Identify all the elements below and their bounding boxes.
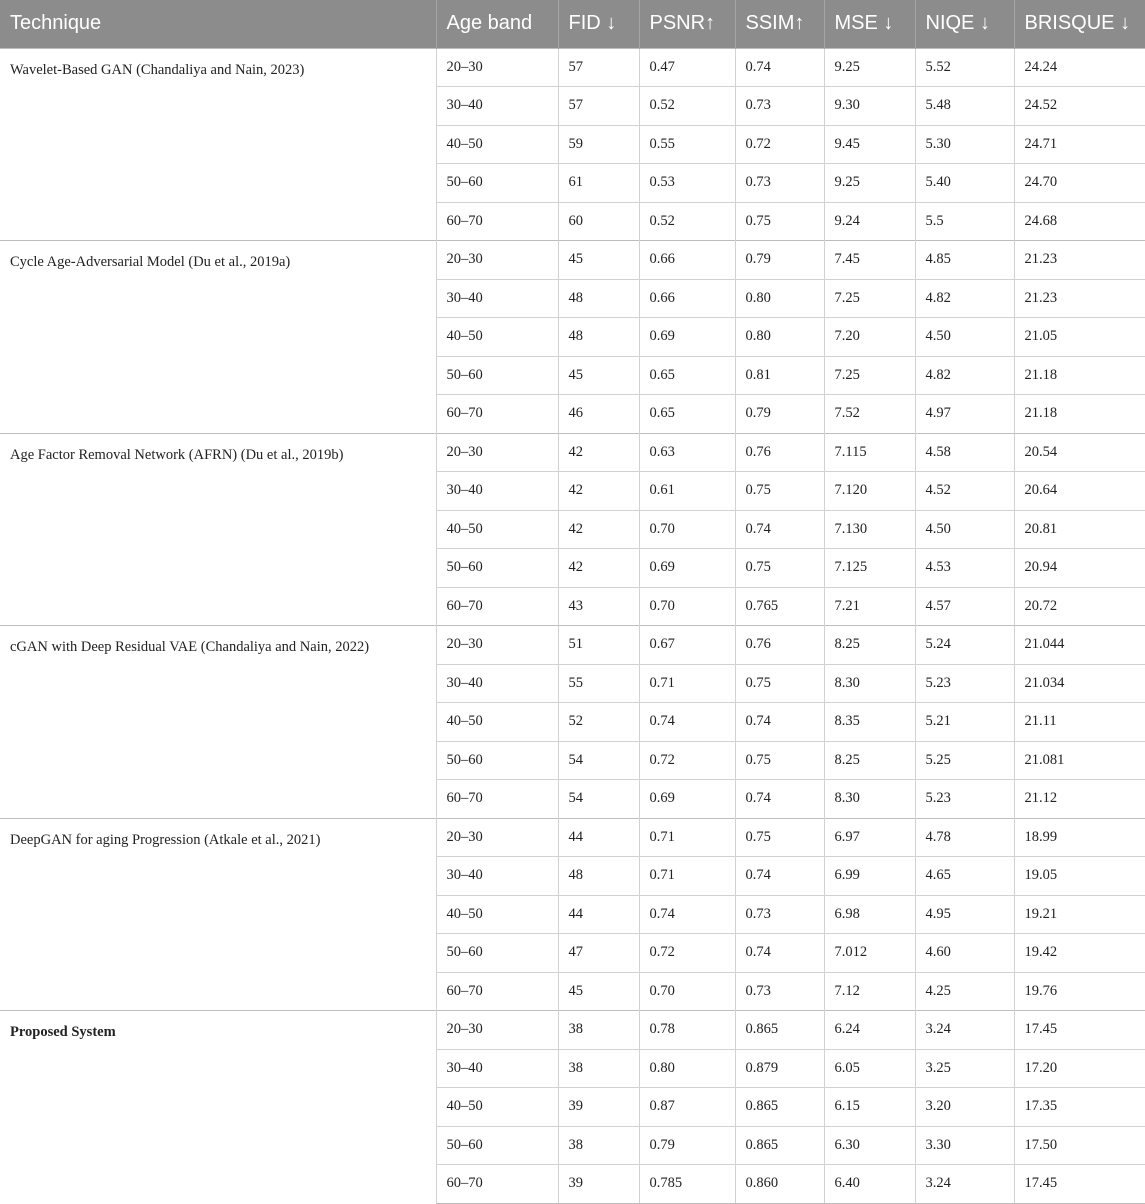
mse-cell: 8.25 xyxy=(824,626,915,665)
ssim-cell: 0.73 xyxy=(735,972,824,1011)
age-band-cell: 40–50 xyxy=(436,318,558,357)
fid-cell: 38 xyxy=(558,1126,639,1165)
mse-cell: 6.40 xyxy=(824,1165,915,1204)
niqe-cell: 4.50 xyxy=(915,510,1014,549)
psnr-cell: 0.65 xyxy=(639,395,735,434)
age-band-cell: 40–50 xyxy=(436,1088,558,1127)
niqe-cell: 5.40 xyxy=(915,164,1014,203)
age-band-cell: 60–70 xyxy=(436,395,558,434)
niqe-cell: 5.5 xyxy=(915,202,1014,241)
psnr-cell: 0.71 xyxy=(639,857,735,896)
mse-cell: 6.15 xyxy=(824,1088,915,1127)
psnr-cell: 0.72 xyxy=(639,741,735,780)
mse-cell: 9.25 xyxy=(824,164,915,203)
niqe-cell: 4.25 xyxy=(915,972,1014,1011)
header-ssim: SSIM↑ xyxy=(735,0,824,48)
psnr-cell: 0.71 xyxy=(639,818,735,857)
mse-cell: 8.25 xyxy=(824,741,915,780)
psnr-cell: 0.69 xyxy=(639,549,735,588)
technique-cell: cGAN with Deep Residual VAE (Chandaliya and Nain, 2022) xyxy=(0,626,436,819)
header-row xyxy=(0,0,1145,48)
technique-cell: Proposed System xyxy=(0,1011,436,1204)
ssim-cell: 0.72 xyxy=(735,125,824,164)
age-band-cell: 60–70 xyxy=(436,972,558,1011)
niqe-cell: 3.20 xyxy=(915,1088,1014,1127)
psnr-cell: 0.70 xyxy=(639,587,735,626)
ssim-cell: 0.75 xyxy=(735,664,824,703)
mse-cell: 8.30 xyxy=(824,664,915,703)
mse-cell: 8.35 xyxy=(824,703,915,742)
mse-cell: 9.25 xyxy=(824,48,915,87)
mse-cell: 7.125 xyxy=(824,549,915,588)
table-header xyxy=(0,0,1145,48)
niqe-cell: 4.97 xyxy=(915,395,1014,434)
brisque-cell: 21.23 xyxy=(1014,241,1145,280)
fid-cell: 44 xyxy=(558,818,639,857)
brisque-cell: 21.044 xyxy=(1014,626,1145,665)
ssim-cell: 0.860 xyxy=(735,1165,824,1204)
age-band-cell: 40–50 xyxy=(436,125,558,164)
age-band-cell: 50–60 xyxy=(436,164,558,203)
table-row xyxy=(0,48,1145,87)
fid-cell: 42 xyxy=(558,433,639,472)
fid-cell: 46 xyxy=(558,395,639,434)
niqe-cell: 4.95 xyxy=(915,895,1014,934)
technique-cell: Age Factor Removal Network (AFRN) (Du et al., 2019b) xyxy=(0,433,436,626)
header-brisque: BRISQUE ↓ xyxy=(1024,12,1131,35)
mse-cell: 7.115 xyxy=(824,433,915,472)
table-row xyxy=(0,818,1145,857)
ssim-cell: 0.75 xyxy=(735,472,824,511)
fid-cell: 45 xyxy=(558,356,639,395)
mse-cell: 7.120 xyxy=(824,472,915,511)
psnr-cell: 0.70 xyxy=(639,510,735,549)
ssim-cell: 0.74 xyxy=(735,703,824,742)
age-band-cell: 40–50 xyxy=(436,510,558,549)
psnr-cell: 0.70 xyxy=(639,972,735,1011)
niqe-cell: 3.25 xyxy=(915,1049,1014,1088)
brisque-cell: 21.034 xyxy=(1014,664,1145,703)
fid-cell: 42 xyxy=(558,472,639,511)
fid-cell: 44 xyxy=(558,895,639,934)
age-band-cell: 30–40 xyxy=(436,279,558,318)
niqe-cell: 5.23 xyxy=(915,664,1014,703)
age-band-cell: 50–60 xyxy=(436,1126,558,1165)
ssim-cell: 0.73 xyxy=(735,164,824,203)
psnr-cell: 0.69 xyxy=(639,318,735,357)
ssim-cell: 0.75 xyxy=(735,202,824,241)
ssim-cell: 0.765 xyxy=(735,587,824,626)
table-row xyxy=(0,1011,1145,1050)
mse-cell: 8.30 xyxy=(824,780,915,819)
mse-cell: 6.24 xyxy=(824,1011,915,1050)
fid-cell: 60 xyxy=(558,202,639,241)
fid-cell: 47 xyxy=(558,934,639,973)
psnr-cell: 0.52 xyxy=(639,87,735,126)
brisque-cell: 20.72 xyxy=(1014,587,1145,626)
niqe-cell: 4.58 xyxy=(915,433,1014,472)
niqe-cell: 5.52 xyxy=(915,48,1014,87)
ssim-cell: 0.74 xyxy=(735,780,824,819)
fid-cell: 55 xyxy=(558,664,639,703)
fid-cell: 57 xyxy=(558,87,639,126)
age-band-cell: 20–30 xyxy=(436,241,558,280)
niqe-cell: 5.21 xyxy=(915,703,1014,742)
age-band-cell: 60–70 xyxy=(436,587,558,626)
niqe-cell: 4.82 xyxy=(915,356,1014,395)
brisque-cell: 21.18 xyxy=(1014,356,1145,395)
ssim-cell: 0.865 xyxy=(735,1088,824,1127)
brisque-cell: 17.45 xyxy=(1014,1165,1145,1204)
fid-cell: 59 xyxy=(558,125,639,164)
mse-cell: 9.24 xyxy=(824,202,915,241)
ssim-cell: 0.75 xyxy=(735,549,824,588)
ssim-cell: 0.865 xyxy=(735,1011,824,1050)
fid-cell: 51 xyxy=(558,626,639,665)
brisque-cell: 19.42 xyxy=(1014,934,1145,973)
psnr-cell: 0.47 xyxy=(639,48,735,87)
brisque-cell: 20.54 xyxy=(1014,433,1145,472)
mse-cell: 7.45 xyxy=(824,241,915,280)
psnr-cell: 0.87 xyxy=(639,1088,735,1127)
fid-cell: 38 xyxy=(558,1011,639,1050)
brisque-cell: 20.64 xyxy=(1014,472,1145,511)
niqe-cell: 5.24 xyxy=(915,626,1014,665)
age-band-cell: 40–50 xyxy=(436,895,558,934)
header-mse: MSE ↓ xyxy=(824,0,915,48)
mse-cell: 6.98 xyxy=(824,895,915,934)
brisque-cell: 20.81 xyxy=(1014,510,1145,549)
ssim-cell: 0.81 xyxy=(735,356,824,395)
psnr-cell: 0.66 xyxy=(639,241,735,280)
fid-cell: 42 xyxy=(558,549,639,588)
mse-cell: 7.25 xyxy=(824,279,915,318)
niqe-cell: 4.78 xyxy=(915,818,1014,857)
brisque-cell: 19.21 xyxy=(1014,895,1145,934)
psnr-cell: 0.78 xyxy=(639,1011,735,1050)
ssim-cell: 0.80 xyxy=(735,318,824,357)
ssim-cell: 0.76 xyxy=(735,433,824,472)
fid-cell: 45 xyxy=(558,972,639,1011)
ssim-cell: 0.73 xyxy=(735,895,824,934)
psnr-cell: 0.65 xyxy=(639,356,735,395)
niqe-cell: 4.50 xyxy=(915,318,1014,357)
brisque-cell: 21.11 xyxy=(1014,703,1145,742)
mse-cell: 6.05 xyxy=(824,1049,915,1088)
brisque-cell: 21.12 xyxy=(1014,780,1145,819)
mse-cell: 7.12 xyxy=(824,972,915,1011)
technique-cell: DeepGAN for aging Progression (Atkale et al., 2021) xyxy=(0,818,436,1011)
psnr-cell: 0.61 xyxy=(639,472,735,511)
age-band-cell: 30–40 xyxy=(436,664,558,703)
psnr-cell: 0.63 xyxy=(639,433,735,472)
header-niqe: NIQE ↓ xyxy=(915,0,1014,48)
mse-cell: 9.45 xyxy=(824,125,915,164)
niqe-cell: 4.82 xyxy=(915,279,1014,318)
age-band-cell: 60–70 xyxy=(436,202,558,241)
brisque-cell: 20.94 xyxy=(1014,549,1145,588)
ssim-cell: 0.74 xyxy=(735,510,824,549)
table-row xyxy=(0,626,1145,665)
table-row xyxy=(0,433,1145,472)
niqe-cell: 4.53 xyxy=(915,549,1014,588)
table-row xyxy=(0,241,1145,280)
ssim-cell: 0.879 xyxy=(735,1049,824,1088)
psnr-cell: 0.55 xyxy=(639,125,735,164)
brisque-cell: 24.71 xyxy=(1014,125,1145,164)
niqe-cell: 3.24 xyxy=(915,1165,1014,1204)
fid-cell: 54 xyxy=(558,741,639,780)
fid-cell: 52 xyxy=(558,703,639,742)
brisque-cell: 17.35 xyxy=(1014,1088,1145,1127)
brisque-cell: 21.05 xyxy=(1014,318,1145,357)
fid-cell: 38 xyxy=(558,1049,639,1088)
age-band-cell: 60–70 xyxy=(436,1165,558,1204)
mse-cell: 9.30 xyxy=(824,87,915,126)
ssim-cell: 0.73 xyxy=(735,87,824,126)
psnr-cell: 0.66 xyxy=(639,279,735,318)
niqe-cell: 3.30 xyxy=(915,1126,1014,1165)
mse-cell: 7.21 xyxy=(824,587,915,626)
brisque-cell: 17.50 xyxy=(1014,1126,1145,1165)
ssim-cell: 0.76 xyxy=(735,626,824,665)
ssim-cell: 0.79 xyxy=(735,241,824,280)
niqe-cell: 5.48 xyxy=(915,87,1014,126)
niqe-cell: 4.57 xyxy=(915,587,1014,626)
fid-cell: 61 xyxy=(558,164,639,203)
mse-cell: 7.130 xyxy=(824,510,915,549)
psnr-cell: 0.74 xyxy=(639,895,735,934)
fid-cell: 57 xyxy=(558,48,639,87)
fid-cell: 45 xyxy=(558,241,639,280)
ssim-cell: 0.75 xyxy=(735,818,824,857)
age-band-cell: 50–60 xyxy=(436,549,558,588)
ssim-cell: 0.74 xyxy=(735,857,824,896)
ssim-cell: 0.79 xyxy=(735,395,824,434)
table-body xyxy=(0,48,1145,1203)
psnr-cell: 0.79 xyxy=(639,1126,735,1165)
niqe-cell: 5.25 xyxy=(915,741,1014,780)
niqe-cell: 4.60 xyxy=(915,934,1014,973)
fid-cell: 48 xyxy=(558,279,639,318)
psnr-cell: 0.71 xyxy=(639,664,735,703)
age-band-cell: 50–60 xyxy=(436,356,558,395)
fid-cell: 39 xyxy=(558,1165,639,1204)
niqe-cell: 4.85 xyxy=(915,241,1014,280)
psnr-cell: 0.53 xyxy=(639,164,735,203)
header-psnr: PSNR↑ xyxy=(639,0,735,48)
ssim-cell: 0.75 xyxy=(735,741,824,780)
mse-cell: 7.25 xyxy=(824,356,915,395)
fid-cell: 54 xyxy=(558,780,639,819)
psnr-cell: 0.80 xyxy=(639,1049,735,1088)
psnr-cell: 0.72 xyxy=(639,934,735,973)
brisque-cell: 19.76 xyxy=(1014,972,1145,1011)
psnr-cell: 0.52 xyxy=(639,202,735,241)
niqe-cell: 5.23 xyxy=(915,780,1014,819)
technique-cell: Wavelet-Based GAN (Chandaliya and Nain, 2023) xyxy=(0,48,436,241)
age-band-cell: 30–40 xyxy=(436,1049,558,1088)
mse-cell: 6.97 xyxy=(824,818,915,857)
psnr-cell: 0.74 xyxy=(639,703,735,742)
age-band-cell: 40–50 xyxy=(436,703,558,742)
psnr-cell: 0.67 xyxy=(639,626,735,665)
ssim-cell: 0.80 xyxy=(735,279,824,318)
age-band-cell: 20–30 xyxy=(436,818,558,857)
brisque-cell: 17.20 xyxy=(1014,1049,1145,1088)
age-band-cell: 20–30 xyxy=(436,626,558,665)
age-band-cell: 60–70 xyxy=(436,780,558,819)
ssim-cell: 0.74 xyxy=(735,934,824,973)
header-age-band: Age band xyxy=(436,0,558,48)
age-band-cell: 50–60 xyxy=(436,741,558,780)
mse-cell: 6.30 xyxy=(824,1126,915,1165)
technique-cell: Cycle Age-Adversarial Model (Du et al., 2019a) xyxy=(0,241,436,434)
psnr-cell: 0.69 xyxy=(639,780,735,819)
fid-cell: 43 xyxy=(558,587,639,626)
age-band-cell: 20–30 xyxy=(436,1011,558,1050)
header-technique: Technique xyxy=(0,0,436,48)
fid-cell: 48 xyxy=(558,318,639,357)
niqe-cell: 4.52 xyxy=(915,472,1014,511)
mse-cell: 6.99 xyxy=(824,857,915,896)
ssim-cell: 0.74 xyxy=(735,48,824,87)
mse-cell: 7.012 xyxy=(824,934,915,973)
age-band-cell: 30–40 xyxy=(436,87,558,126)
age-band-cell: 30–40 xyxy=(436,857,558,896)
header-fid: FID ↓ xyxy=(558,0,639,48)
brisque-cell: 24.68 xyxy=(1014,202,1145,241)
psnr-cell: 0.785 xyxy=(639,1165,735,1204)
age-band-cell: 30–40 xyxy=(436,472,558,511)
niqe-cell: 5.30 xyxy=(915,125,1014,164)
brisque-cell: 18.99 xyxy=(1014,818,1145,857)
brisque-cell: 21.23 xyxy=(1014,279,1145,318)
age-band-cell: 20–30 xyxy=(436,48,558,87)
brisque-cell: 21.081 xyxy=(1014,741,1145,780)
brisque-cell: 17.45 xyxy=(1014,1011,1145,1050)
age-band-cell: 20–30 xyxy=(436,433,558,472)
niqe-cell: 3.24 xyxy=(915,1011,1014,1050)
brisque-cell: 21.18 xyxy=(1014,395,1145,434)
ssim-cell: 0.865 xyxy=(735,1126,824,1165)
niqe-cell: 4.65 xyxy=(915,857,1014,896)
brisque-cell: 24.24 xyxy=(1014,48,1145,87)
fid-cell: 48 xyxy=(558,857,639,896)
mse-cell: 7.52 xyxy=(824,395,915,434)
fid-cell: 42 xyxy=(558,510,639,549)
brisque-cell: 24.70 xyxy=(1014,164,1145,203)
brisque-cell: 24.52 xyxy=(1014,87,1145,126)
brisque-cell: 19.05 xyxy=(1014,857,1145,896)
mse-cell: 7.20 xyxy=(824,318,915,357)
age-band-cell: 50–60 xyxy=(436,934,558,973)
fid-cell: 39 xyxy=(558,1088,639,1127)
